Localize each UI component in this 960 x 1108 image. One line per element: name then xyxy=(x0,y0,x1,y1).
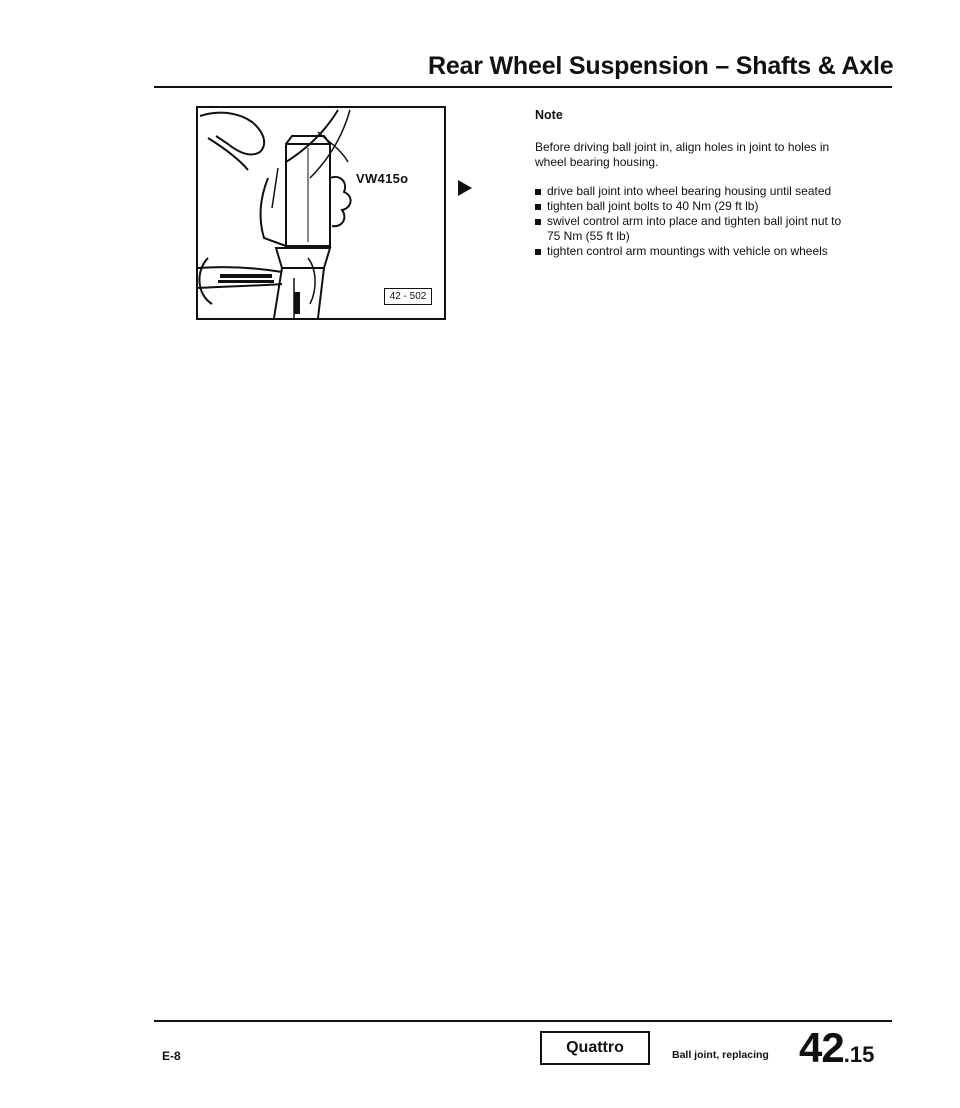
figure-code: 42 - 502 xyxy=(384,288,432,305)
note-heading: Note xyxy=(535,108,563,122)
bullet-icon xyxy=(535,249,541,255)
model-badge: Quattro xyxy=(540,1031,650,1065)
section-description: Ball joint, replacing xyxy=(672,1049,769,1061)
list-item xyxy=(535,214,855,244)
step-text: swivel control arm into place and tighten ball joint nut to 75 Nm (55 ft lb) xyxy=(547,214,842,243)
pointer-arrow-icon xyxy=(458,180,472,196)
list-item xyxy=(535,199,855,214)
bullet-icon xyxy=(535,189,541,195)
footer-rule xyxy=(154,1020,892,1022)
header-rule xyxy=(154,86,892,88)
page-code: E-8 xyxy=(162,1049,181,1063)
instruction-text xyxy=(535,108,855,259)
step-list xyxy=(535,184,855,259)
list-item xyxy=(535,244,855,259)
step-text: drive ball joint into wheel bearing housing until seated xyxy=(547,184,832,198)
section-number-major: 42 xyxy=(799,1024,844,1071)
bullet-icon xyxy=(535,204,541,210)
tool-drawing xyxy=(198,108,444,318)
section-number-minor: .15 xyxy=(843,1042,875,1067)
list-item xyxy=(535,184,855,199)
tool-label: VW415o xyxy=(356,171,409,186)
step-text: tighten control arm mountings with vehicle on wheels xyxy=(547,244,828,258)
note-paragraph: Before driving ball joint in, align holes in joint to holes in wheel bearing housing. xyxy=(535,140,830,169)
section-number xyxy=(799,1024,874,1072)
page-title: Rear Wheel Suspension – Shafts & Axle xyxy=(428,52,894,80)
procedure-illustration xyxy=(196,106,446,320)
bullet-icon xyxy=(535,219,541,225)
step-text: tighten ball joint bolts to 40 Nm (29 ft lb) xyxy=(547,199,759,213)
